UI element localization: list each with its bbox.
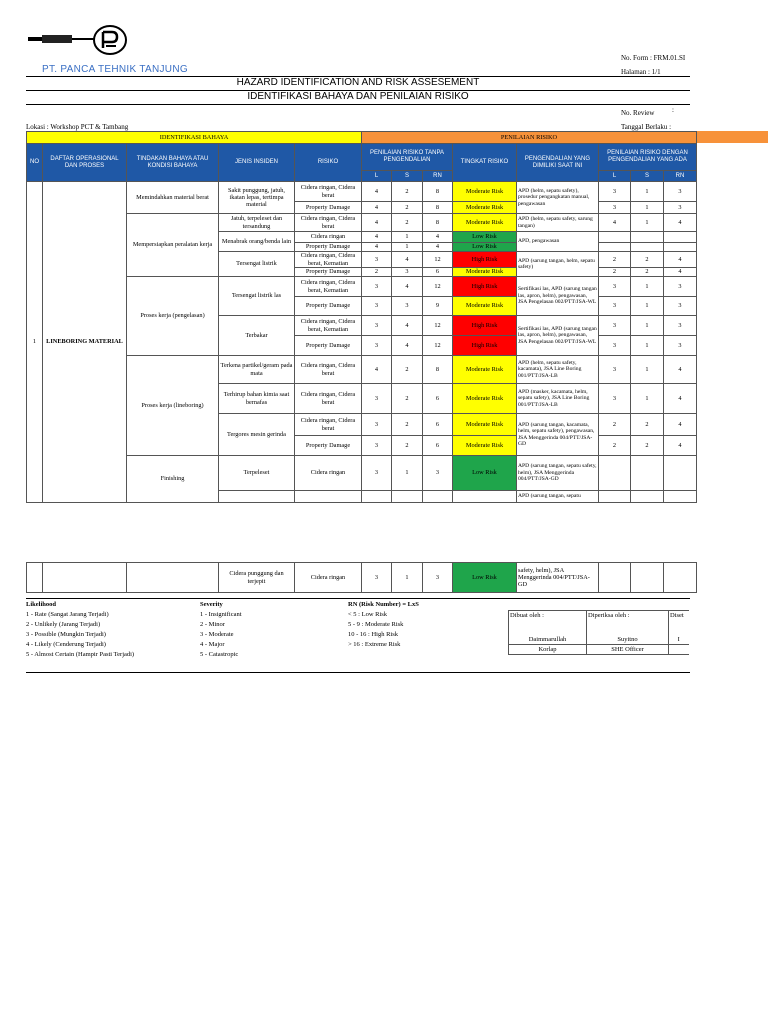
severity-cell: 2 (392, 414, 423, 436)
severity-cell: 4 (392, 252, 423, 268)
likelihood-cell: 4 (362, 214, 392, 232)
title-english: HAZARD IDENTIFICATION AND RISK ASSESEMENT (236, 77, 480, 88)
risk-level-cell: Low Risk (453, 456, 517, 491)
residual-severity-cell (631, 232, 664, 243)
signature-role-1: Korlap (509, 645, 587, 655)
incident-type: Terpeleset (219, 456, 295, 491)
rn-2: 5 - 9 : Moderate Risk (348, 621, 404, 628)
incident-type: Tersengat listrik las (219, 277, 295, 316)
risk-level-cell: Moderate Risk (453, 268, 517, 277)
header-tanpa: PENILAIAN RISIKO TANPA PENGENDALIAN (362, 144, 453, 171)
risk-number-cell: 4 (423, 232, 453, 243)
signature-name-2: Suyitno (587, 621, 669, 645)
severity-title: Severity (200, 601, 223, 608)
control-cell: APD, pengawasan (517, 232, 599, 252)
incident-type: Tersengat listrik (219, 252, 295, 277)
risk-number-cell: 12 (423, 277, 453, 297)
control-cell: APD (sarung tangan, sepatu safety, helm), JSA Menggerinda 004/PTT/JSA-GD (517, 456, 599, 491)
residual-likelihood-cell: 2 (599, 268, 631, 277)
risk-number-cell: 12 (423, 252, 453, 268)
likelihood-cell: 4 (362, 356, 392, 384)
severity-cell: 1 (392, 232, 423, 243)
severity-cell: 2 (392, 182, 423, 202)
risk-number-cell: 6 (423, 414, 453, 436)
risk-number-cell: 8 (423, 182, 453, 202)
residual-risk-number-cell: 4 (664, 214, 697, 232)
residual-severity-cell: 1 (631, 214, 664, 232)
rn-4: > 16 : Extreme Risk (348, 641, 401, 648)
residual-risk-number-cell (664, 491, 697, 503)
residual-severity-cell: 1 (631, 277, 664, 297)
risk-level-cell: High Risk (453, 316, 517, 336)
risk-level-cell (453, 491, 517, 503)
likelihood-cell (362, 491, 392, 503)
risk-level-cell: Moderate Risk (453, 214, 517, 232)
severity-cell: 4 (392, 277, 423, 297)
last-jenis: Cidera punggung dan terjepit (219, 563, 295, 593)
severity-cell (392, 491, 423, 503)
location: Lokasi : Workshop PCT & Tambang (26, 123, 129, 131)
residual-risk-number-cell: 4 (664, 436, 697, 456)
control-cell: Sertifikasi las, APD (sarung tangan las, apron, helm), pengawasan, JSA Pengelasan 002/PTT/JSA-WL (517, 277, 599, 316)
rn-1: < 5 : Low Risk (348, 611, 388, 618)
severity-cell: 2 (392, 214, 423, 232)
risk-number-cell: 6 (423, 268, 453, 277)
control-cell: APD (helm, sepatu safety, sarung tangan) (517, 214, 599, 232)
residual-severity-cell (631, 456, 664, 491)
residual-severity-cell: 1 (631, 316, 664, 336)
severity-3: 3 - Moderate (200, 631, 234, 638)
severity-2: 2 - Minor (200, 621, 225, 628)
rn-legend (348, 600, 419, 650)
residual-risk-number-cell: 4 (664, 252, 697, 268)
residual-risk-number-cell: 4 (664, 384, 697, 414)
signature-table (508, 610, 689, 655)
form-number: No. Form : FRM.01.SI (621, 54, 686, 62)
activity-label: Memindahkan material berat (127, 182, 219, 214)
likelihood-cell: 3 (362, 316, 392, 336)
logo-cable-icon (28, 34, 94, 44)
control-cell: APD (helm, sepatu safety), prosedur pengangkatan manual, pengawasan (517, 182, 599, 214)
review-colon: : (672, 106, 674, 114)
control-cell: APD (helm, sepatu safety, kacamata), JSA Line Boring 001/PTT/JSA-LB (517, 356, 599, 384)
likelihood-cell: 3 (362, 436, 392, 456)
risk-cell: Cidera ringan, Cidera berat (295, 214, 362, 232)
likelihood-2: 2 - Unlikely (Jarang Terjadi) (26, 621, 101, 628)
likelihood-cell: 3 (362, 252, 392, 268)
risk-level-cell: Moderate Risk (453, 182, 517, 202)
signature-created-label: Dibuat oleh : (509, 611, 587, 621)
risk-cell: Cidera ringan (295, 456, 362, 491)
residual-likelihood-cell: 2 (599, 414, 631, 436)
title-indonesian: IDENTIFIKASI BAHAYA DAN PENILAIAN RISIKO (247, 91, 469, 102)
activity-label: Proses kerja (pengelasan) (127, 277, 219, 356)
table-row (27, 277, 697, 297)
likelihood-cell: 4 (362, 202, 392, 214)
header-rn2: RN (664, 171, 697, 182)
residual-risk-number-cell (664, 243, 697, 252)
risk-number-cell: 8 (423, 214, 453, 232)
risk-number-cell: 12 (423, 336, 453, 356)
signature-name-3: I (669, 621, 689, 645)
severity-4: 4 - Major (200, 641, 225, 648)
likelihood-cell: 3 (362, 456, 392, 491)
severity-1: 1 - Insignificant (200, 611, 242, 618)
risk-level-cell: Low Risk (453, 243, 517, 252)
risk-level-cell: High Risk (453, 277, 517, 297)
likelihood-1: 1 - Rate (Sangat Jarang Terjadi) (26, 611, 109, 618)
signature-checked-label: Diperiksa oleh : (587, 611, 669, 621)
residual-risk-number-cell: 3 (664, 336, 697, 356)
signature-role-2: SHE Officer (587, 645, 669, 655)
severity-cell: 3 (392, 297, 423, 316)
risk-level-cell: Moderate Risk (453, 297, 517, 316)
severity-cell: 2 (392, 436, 423, 456)
likelihood-cell: 3 (362, 414, 392, 436)
review-number: No. Review (621, 109, 655, 117)
residual-severity-cell (631, 491, 664, 503)
signature-name-1: Daimmarullah (509, 621, 587, 645)
risk-cell: Cidera ringan, Cidera berat (295, 414, 362, 436)
risk-number-cell (423, 491, 453, 503)
residual-likelihood-cell (599, 243, 631, 252)
risk-level-cell: Low Risk (453, 232, 517, 243)
rn-title: RN (Risk Number) = LxS (348, 601, 419, 608)
effective-date: Tanggal Berlaku : (621, 123, 672, 131)
incident-type: Sakit punggung, jatuh, ikatan lepas, tertimpa material (219, 182, 295, 214)
residual-likelihood-cell: 2 (599, 436, 631, 456)
signature-approved-label: Diset (669, 611, 689, 621)
likelihood-cell: 3 (362, 336, 392, 356)
likelihood-title: Likelihood (26, 601, 56, 608)
residual-severity-cell: 2 (631, 268, 664, 277)
risk-cell: Property Damage (295, 336, 362, 356)
process-number: 1 (27, 182, 43, 503)
activity-label: Mempersiapkan peralatan kerja (127, 214, 219, 277)
residual-risk-number-cell: 3 (664, 297, 697, 316)
residual-severity-cell: 1 (631, 356, 664, 384)
risk-cell: Property Damage (295, 436, 362, 456)
last-s: 1 (392, 563, 423, 593)
residual-likelihood-cell: 3 (599, 384, 631, 414)
header-no: NO (27, 144, 43, 182)
control-cell: APD (sarung tangan, kacamata, helm, sepatu safety), pengawasan, JSA Menggerinda 004/PTT/JSA-GD (517, 414, 599, 456)
likelihood-4: 4 - Likely (Cenderung Terjadi) (26, 641, 106, 648)
header-daftar: DAFTAR OPERASIONAL DAN PROSES (43, 144, 127, 182)
table-row (27, 356, 697, 384)
header-s2: S (631, 171, 664, 182)
incident-type: Jatuh, terpeleset dan tersandung (219, 214, 295, 232)
risk-level-cell: Moderate Risk (453, 436, 517, 456)
control-cell: APD (sarung tangan, sepatu (517, 491, 599, 503)
likelihood-cell: 3 (362, 277, 392, 297)
residual-likelihood-cell: 4 (599, 214, 631, 232)
residual-likelihood-cell: 3 (599, 356, 631, 384)
risk-table (26, 131, 697, 503)
last-risiko: Cidera ringan (295, 563, 362, 593)
residual-severity-cell: 2 (631, 252, 664, 268)
residual-severity-cell (631, 243, 664, 252)
likelihood-cell: 4 (362, 182, 392, 202)
header-tindakan: TINDAKAN BAHAYA ATAU KONDISI BAHAYA (127, 144, 219, 182)
risk-number-cell: 4 (423, 243, 453, 252)
control-cell: APD (sarung tangan, helm, sepatu safety) (517, 252, 599, 277)
header-l: L (362, 171, 392, 182)
header-s: S (392, 171, 423, 182)
severity-cell: 2 (392, 384, 423, 414)
residual-risk-number-cell: 4 (664, 268, 697, 277)
risk-cell: Property Damage (295, 202, 362, 214)
risk-cell: Property Damage (295, 243, 362, 252)
header-penilaian: PENILAIAN RISIKO (362, 132, 697, 144)
control-cell: APD (masker, kacamata, helm, sepatu safety), JSA Line Boring 001/PTT/JSA-LB (517, 384, 599, 414)
header-risiko: RISIKO (295, 144, 362, 182)
likelihood-cell: 4 (362, 243, 392, 252)
header-tingkat: TINGKAT RISIKO (453, 144, 517, 182)
risk-number-cell: 12 (423, 316, 453, 336)
residual-risk-number-cell: 3 (664, 182, 697, 202)
risk-cell: Cidera ringan, Cidera berat, Kematian (295, 316, 362, 336)
likelihood-5: 5 - Almost Certain (Hampir Pasti Terjadi) (26, 651, 135, 658)
header-rn: RN (423, 171, 453, 182)
residual-likelihood-cell (599, 456, 631, 491)
residual-severity-cell: 2 (631, 436, 664, 456)
table-row (27, 456, 697, 491)
residual-risk-number-cell: 4 (664, 356, 697, 384)
incident-type: Terbakar (219, 316, 295, 356)
last-pengendalian: safety, helm), JSA Menggerinda 004/PTT/JSA-GD (517, 563, 599, 593)
risk-level-cell: Moderate Risk (453, 356, 517, 384)
risk-level-cell: High Risk (453, 336, 517, 356)
residual-risk-number-cell: 3 (664, 277, 697, 297)
risk-cell: Cidera ringan (295, 232, 362, 243)
severity-5: 5 - Catastropic (200, 651, 239, 658)
residual-severity-cell: 1 (631, 336, 664, 356)
severity-cell: 1 (392, 456, 423, 491)
risk-number-cell: 8 (423, 356, 453, 384)
risk-level-cell: Moderate Risk (453, 202, 517, 214)
risk-table-continued (26, 562, 697, 593)
risk-cell: Cidera ringan, Cidera berat, Kematian (295, 252, 362, 268)
header-jenis: JENIS INSIDEN (219, 144, 295, 182)
residual-likelihood-cell: 3 (599, 297, 631, 316)
residual-risk-number-cell (664, 456, 697, 491)
incident-type: Menabrak orang/benda lain (219, 232, 295, 252)
likelihood-cell: 3 (362, 384, 392, 414)
incident-type (219, 491, 295, 503)
last-l: 3 (362, 563, 392, 593)
page-number: Halaman : 1/1 (621, 68, 661, 76)
process-name: LINEBORING MATERIAL (43, 182, 127, 503)
risk-cell: Cidera ringan, Cidera berat, Kematian (295, 277, 362, 297)
company-logo-icon (92, 24, 128, 56)
likelihood-cell: 4 (362, 232, 392, 243)
risk-cell (295, 491, 362, 503)
residual-likelihood-cell (599, 491, 631, 503)
residual-severity-cell: 1 (631, 182, 664, 202)
incident-type: Terkena partikel/geram pada mata (219, 356, 295, 384)
residual-risk-number-cell: 3 (664, 316, 697, 336)
header-pengendalian: PENGENDALIAN YANG DIMILIKI SAAT INI (517, 144, 599, 182)
likelihood-cell: 3 (362, 297, 392, 316)
table-row (27, 214, 697, 232)
last-tingkat: Low Risk (453, 563, 517, 593)
severity-legend (200, 600, 242, 660)
header-identifikasi: IDENTIFIKASI BAHAYA (27, 132, 362, 144)
risk-number-cell: 6 (423, 436, 453, 456)
table-row (27, 182, 697, 202)
residual-severity-cell: 1 (631, 297, 664, 316)
risk-level-cell: Moderate Risk (453, 384, 517, 414)
risk-cell: Property Damage (295, 268, 362, 277)
risk-number-cell: 8 (423, 202, 453, 214)
severity-cell: 1 (392, 243, 423, 252)
risk-level-cell: Moderate Risk (453, 414, 517, 436)
residual-likelihood-cell: 3 (599, 202, 631, 214)
severity-cell: 4 (392, 336, 423, 356)
severity-cell: 3 (392, 268, 423, 277)
last-rn: 3 (423, 563, 453, 593)
residual-likelihood-cell: 2 (599, 252, 631, 268)
activity-label: Proses kerja (lineboring) (127, 356, 219, 456)
severity-cell: 2 (392, 356, 423, 384)
risk-number-cell: 9 (423, 297, 453, 316)
residual-risk-number-cell: 4 (664, 414, 697, 436)
risk-number-cell: 3 (423, 456, 453, 491)
company-name: PT. PANCA TEHNIK TANJUNG (42, 64, 188, 75)
header-l2: L (599, 171, 631, 182)
residual-severity-cell: 1 (631, 202, 664, 214)
severity-cell: 4 (392, 316, 423, 336)
residual-likelihood-cell: 3 (599, 182, 631, 202)
residual-likelihood-cell: 3 (599, 316, 631, 336)
residual-likelihood-cell: 3 (599, 277, 631, 297)
residual-severity-cell: 2 (631, 414, 664, 436)
activity-label: Finishing (127, 456, 219, 503)
header-dengan: PENILAIAN RISIKO DENGAN PENGENDALIAN YANG ADA (599, 144, 697, 171)
residual-risk-number-cell: 3 (664, 202, 697, 214)
incident-type: Tergores mesin gerinda (219, 414, 295, 456)
risk-number-cell: 6 (423, 384, 453, 414)
likelihood-cell: 2 (362, 268, 392, 277)
risk-cell: Cidera ringan, Cidera berat (295, 384, 362, 414)
residual-likelihood-cell (599, 232, 631, 243)
risk-cell: Cidera ringan, Cidera berat (295, 182, 362, 202)
incident-type: Terhirup bahan kimia saat bernafas (219, 384, 295, 414)
rn-3: 10 - 16 : High Risk (348, 631, 399, 638)
residual-likelihood-cell: 3 (599, 336, 631, 356)
risk-level-cell: High Risk (453, 252, 517, 268)
control-cell: Sertifikasi las, APD (sarung tangan las, apron, helm), pengawasan, JSA Pengelasan 002/PTT/JSA-WL (517, 316, 599, 356)
severity-cell: 2 (392, 202, 423, 214)
likelihood-legend (26, 600, 134, 660)
residual-risk-number-cell (664, 232, 697, 243)
residual-severity-cell: 1 (631, 384, 664, 414)
likelihood-3: 3 - Possible (Mungkin Terjadi) (26, 631, 106, 638)
risk-cell: Cidera ringan, Cidera berat (295, 356, 362, 384)
risk-cell: Property Damage (295, 297, 362, 316)
